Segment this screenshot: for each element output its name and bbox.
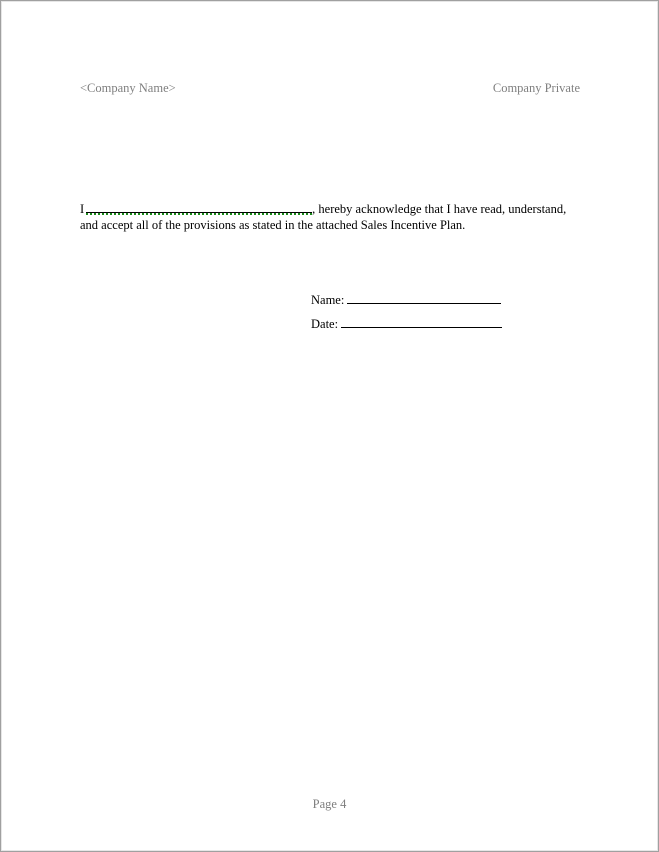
acknowledgement-line-1: [80, 201, 580, 217]
signature-name-line[interactable]: [347, 292, 501, 304]
signature-date-line[interactable]: [341, 316, 502, 328]
acknowledgement-line-2: and accept all of the provisions as stated in the attached Sales Incentive Plan.: [80, 218, 466, 232]
page-number: Page 4: [312, 797, 347, 811]
header-company-name: <Company Name>: [80, 81, 176, 95]
signature-name-row: [311, 292, 501, 308]
signature-date-row: [311, 316, 502, 332]
signature-name-label: Name:: [311, 293, 345, 307]
header-confidentiality: Company Private: [492, 81, 580, 95]
name-fill-in-blank[interactable]: [86, 201, 312, 213]
signature-date-label: Date:: [311, 317, 339, 331]
acknowledgement-prefix: I: [80, 202, 85, 216]
acknowledgement-paragraph: [80, 201, 580, 233]
acknowledgement-line-1-text: , hereby acknowledge that I have read, understand,: [312, 202, 567, 216]
